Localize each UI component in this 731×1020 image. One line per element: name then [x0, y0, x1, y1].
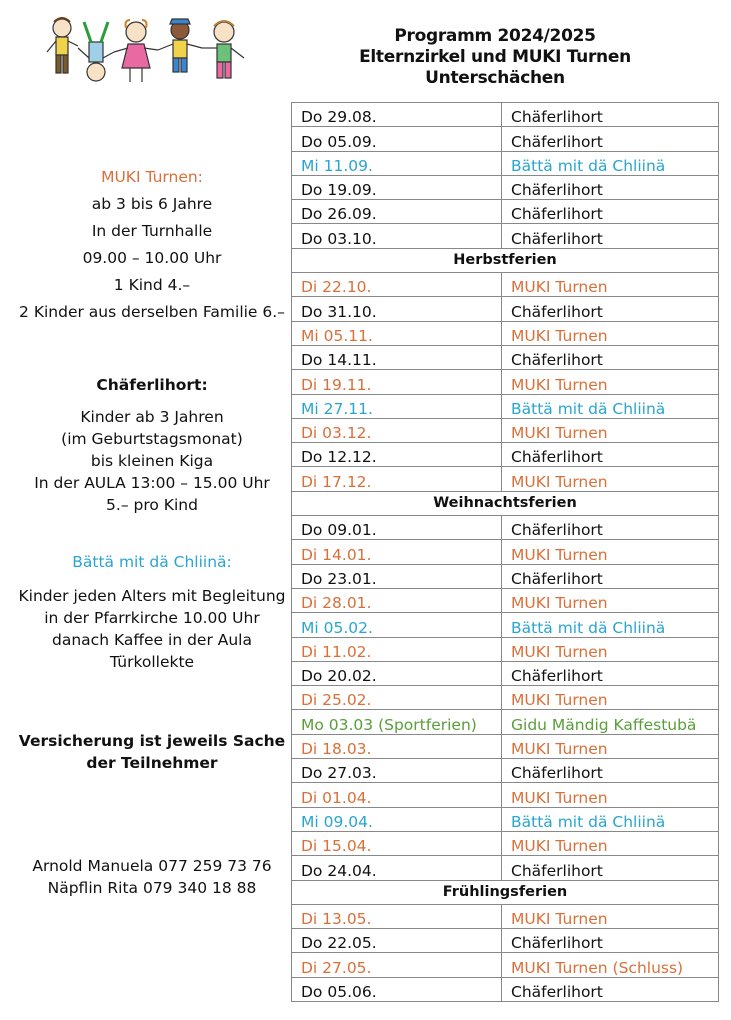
table-row	[292, 661, 719, 685]
event-cell: Chäferlihort	[502, 103, 719, 127]
child-figure	[202, 21, 244, 78]
chaeferlihort-info-line: In der AULA 13:00 – 15.00 Uhr	[34, 474, 270, 492]
section-label: Herbstferien	[292, 248, 719, 272]
table-row	[292, 175, 719, 199]
event-cell: Bättä mit dä Chliinä	[502, 394, 719, 418]
date-cell: Mo 03.03 (Sportferien)	[292, 710, 502, 734]
date-cell: Do 31.10.	[292, 297, 502, 321]
event-cell: Chäferlihort	[502, 661, 719, 685]
event-cell: MUKI Turnen	[502, 831, 719, 855]
date-cell: Mi 05.11.	[292, 321, 502, 345]
schedule-table	[291, 102, 719, 1002]
event-cell: Chäferlihort	[502, 443, 719, 467]
baetta-info-line: danach Kaffee in der Aula	[52, 631, 252, 649]
table-row	[292, 588, 719, 612]
muki-info-line: 1 Kind 4.–	[113, 276, 191, 294]
event-cell: MUKI Turnen	[502, 588, 719, 612]
event-cell: Chäferlihort	[502, 977, 719, 1001]
child-figure	[47, 18, 78, 73]
event-cell: MUKI Turnen	[502, 686, 719, 710]
event-cell: MUKI Turnen	[502, 904, 719, 928]
contact-line: Näpflin Rita 079 340 18 88	[47, 879, 257, 897]
table-row	[292, 637, 719, 661]
date-cell: Do 03.10.	[292, 224, 502, 248]
table-row	[292, 904, 719, 928]
insurance-line: der Teilnehmer	[86, 754, 218, 772]
date-cell: Do 29.08.	[292, 103, 502, 127]
chaeferlihort-heading: Chäferlihort:	[96, 376, 208, 394]
date-cell: Di 27.05.	[292, 953, 502, 977]
chaeferlihort-info-line: Kinder ab 3 Jahren	[80, 408, 224, 426]
date-cell: Di 13.05.	[292, 904, 502, 928]
event-cell: Gidu Mändig Kaffestubä	[502, 710, 719, 734]
muki-info	[10, 164, 294, 326]
table-row	[292, 686, 719, 710]
date-cell: Di 19.11.	[292, 370, 502, 394]
table-row	[292, 540, 719, 564]
date-cell: Do 26.09.	[292, 200, 502, 224]
table-row	[292, 273, 719, 297]
event-cell: Chäferlihort	[502, 175, 719, 199]
table-row	[292, 127, 719, 151]
date-cell: Di 03.12.	[292, 418, 502, 442]
child-figure	[114, 20, 158, 82]
event-cell: MUKI Turnen	[502, 370, 719, 394]
date-cell: Do 23.01.	[292, 564, 502, 588]
table-row	[292, 710, 719, 734]
date-cell: Di 17.12.	[292, 467, 502, 491]
section-row	[292, 248, 719, 272]
program-title	[290, 26, 700, 89]
date-cell: Do 27.03.	[292, 759, 502, 783]
date-cell: Mi 05.02.	[292, 613, 502, 637]
table-row	[292, 370, 719, 394]
section-row	[292, 491, 719, 515]
chaeferlihort-info	[10, 374, 294, 516]
event-cell: Chäferlihort	[502, 297, 719, 321]
table-row	[292, 734, 719, 758]
muki-info-line: 09.00 – 10.00 Uhr	[82, 249, 222, 267]
table-row	[292, 467, 719, 491]
event-cell: Bättä mit dä Chliinä	[502, 613, 719, 637]
table-row	[292, 856, 719, 880]
table-row	[292, 831, 719, 855]
table-row	[292, 103, 719, 127]
table-row	[292, 321, 719, 345]
muki-info-line: In der Turnhalle	[91, 222, 213, 240]
date-cell: Di 18.03.	[292, 734, 502, 758]
event-cell: Chäferlihort	[502, 200, 719, 224]
table-row	[292, 200, 719, 224]
event-cell: Chäferlihort	[502, 345, 719, 369]
date-cell: Di 14.01.	[292, 540, 502, 564]
table-row	[292, 394, 719, 418]
baetta-heading: Bättä mit dä Chliinä:	[72, 553, 232, 571]
child-figure	[78, 22, 114, 81]
date-cell: Do 05.06.	[292, 977, 502, 1001]
baetta-info-line: Kinder jeden Alters mit Begleitung	[18, 587, 286, 605]
insurance-note	[10, 730, 294, 774]
event-cell: MUKI Turnen	[502, 321, 719, 345]
table-row	[292, 783, 719, 807]
event-cell: MUKI Turnen (Schluss)	[502, 953, 719, 977]
date-cell: Do 20.02.	[292, 661, 502, 685]
event-cell: Chäferlihort	[502, 929, 719, 953]
baetta-info-line: Türkollekte	[109, 653, 195, 671]
table-row	[292, 759, 719, 783]
muki-info-line: ab 3 bis 6 Jahre	[91, 195, 213, 213]
date-cell: Di 28.01.	[292, 588, 502, 612]
table-row	[292, 613, 719, 637]
date-cell: Do 19.09.	[292, 175, 502, 199]
table-row	[292, 564, 719, 588]
table-row	[292, 297, 719, 321]
contacts	[10, 855, 294, 899]
date-cell: Di 25.02.	[292, 686, 502, 710]
date-cell: Di 11.02.	[292, 637, 502, 661]
date-cell: Do 14.11.	[292, 345, 502, 369]
event-cell: Chäferlihort	[502, 759, 719, 783]
event-cell: MUKI Turnen	[502, 734, 719, 758]
muki-heading: MUKI Turnen:	[101, 168, 203, 186]
event-cell: Chäferlihort	[502, 516, 719, 540]
date-cell: Di 15.04.	[292, 831, 502, 855]
event-cell: Chäferlihort	[502, 564, 719, 588]
date-cell: Do 24.04.	[292, 856, 502, 880]
event-cell: MUKI Turnen	[502, 783, 719, 807]
baetta-info-line: in der Pfarrkirche 10.00 Uhr	[44, 609, 260, 627]
event-cell: MUKI Turnen	[502, 540, 719, 564]
date-cell: Do 09.01.	[292, 516, 502, 540]
event-cell: Chäferlihort	[502, 224, 719, 248]
date-cell: Mi 09.04.	[292, 807, 502, 831]
table-row	[292, 977, 719, 1001]
table-row	[292, 443, 719, 467]
children-drawing-logo	[44, 14, 252, 86]
table-row	[292, 929, 719, 953]
table-row	[292, 418, 719, 442]
chaeferlihort-info-line: 5.– pro Kind	[106, 496, 198, 514]
child-figure	[158, 19, 202, 72]
chaeferlihort-info-line: bis kleinen Kiga	[90, 452, 214, 470]
schedule-body	[292, 103, 719, 1002]
event-cell: Bättä mit dä Chliinä	[502, 151, 719, 175]
event-cell: Chäferlihort	[502, 856, 719, 880]
date-cell: Di 01.04.	[292, 783, 502, 807]
chaeferlihort-info-line: (im Geburtstagsmonat)	[61, 430, 243, 448]
event-cell: MUKI Turnen	[502, 467, 719, 491]
table-row	[292, 953, 719, 977]
insurance-line: Versicherung ist jeweils Sache	[18, 732, 286, 750]
date-cell: Di 22.10.	[292, 273, 502, 297]
contact-line: Arnold Manuela 077 259 73 76	[32, 857, 272, 875]
table-row	[292, 516, 719, 540]
date-cell: Mi 11.09.	[292, 151, 502, 175]
muki-info-line: 2 Kinder aus derselben Familie 6.–	[19, 303, 285, 321]
title-line-1: Programm 2024/2025	[394, 26, 596, 46]
section-label: Frühlingsferien	[292, 880, 719, 904]
table-row	[292, 224, 719, 248]
date-cell: Mi 27.11.	[292, 394, 502, 418]
title-line-2: Elternzirkel und MUKI Turnen Unterschächen	[359, 47, 631, 88]
table-row	[292, 345, 719, 369]
table-row	[292, 151, 719, 175]
date-cell: Do 12.12.	[292, 443, 502, 467]
section-row	[292, 880, 719, 904]
date-cell: Do 22.05.	[292, 929, 502, 953]
event-cell: MUKI Turnen	[502, 637, 719, 661]
date-cell: Do 05.09.	[292, 127, 502, 151]
event-cell: MUKI Turnen	[502, 418, 719, 442]
section-label: Weihnachtsferien	[292, 491, 719, 515]
event-cell: MUKI Turnen	[502, 273, 719, 297]
table-row	[292, 807, 719, 831]
event-cell: Bättä mit dä Chliinä	[502, 807, 719, 831]
event-cell: Chäferlihort	[502, 127, 719, 151]
baetta-info	[10, 551, 294, 673]
